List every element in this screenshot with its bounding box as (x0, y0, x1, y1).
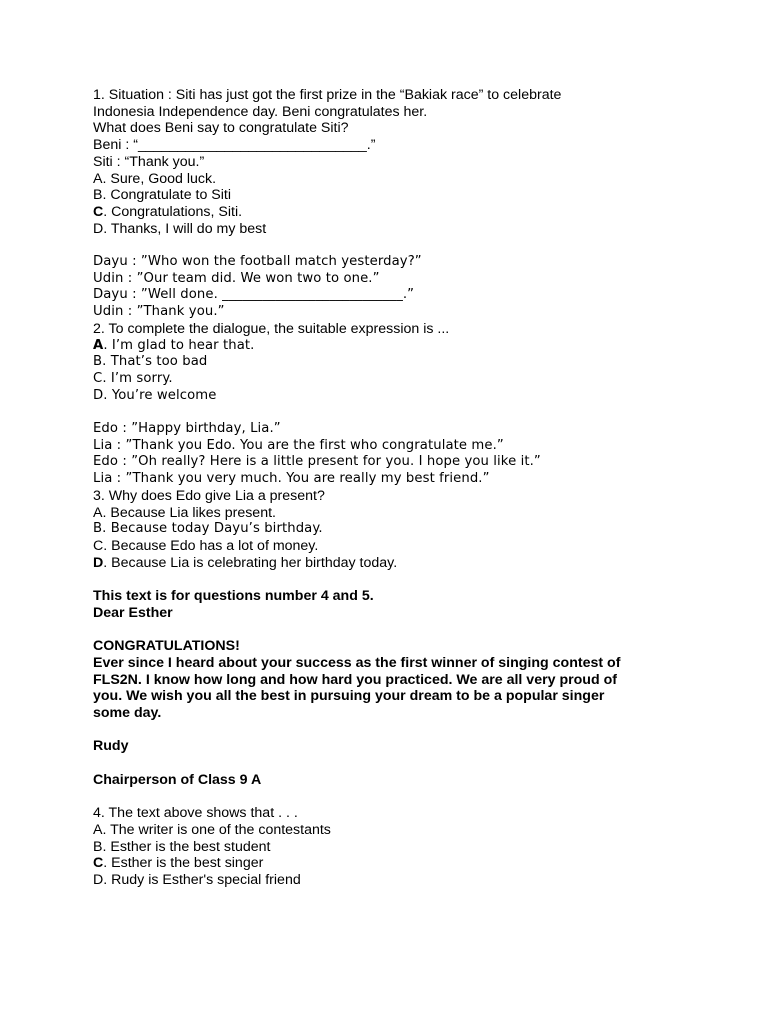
q2-option-a (93, 338, 733, 355)
q4-option-a (93, 822, 733, 839)
letter-body-line: some day. (93, 704, 162, 721)
q3-dialogue-line: Lia : ”Thank you very much. You are really my best friend.” (93, 471, 490, 487)
q1-option-d (93, 221, 733, 238)
q2-dialogue-line: Udin : ”Thank you.” (93, 304, 225, 320)
option-letter: B (93, 354, 103, 370)
option-letter: B (93, 187, 103, 204)
option-text: . Rudy is Esther's special friend (103, 871, 301, 888)
option-text: . Thanks, I will do my best (103, 220, 267, 237)
letter-body-line: FLS2N. I know how long and how hard you practiced. We are all very proud of (93, 671, 617, 688)
q3-option-b (93, 521, 733, 538)
letter-sender-position: Chairperson of Class 9 A (93, 771, 262, 788)
q1-situation-line-2: Indonesia Independence day. Beni congratulates her. (93, 103, 428, 120)
q3-question: 3. Why does Edo give Lia a present? (93, 487, 325, 504)
question-2 (93, 254, 733, 404)
q1-option-c (93, 204, 733, 221)
spacer (93, 237, 733, 254)
option-letter: C (93, 537, 104, 554)
option-letter: A (93, 821, 103, 838)
option-letter: D (93, 871, 104, 888)
option-letter: B (93, 838, 103, 855)
option-letter-answer: C (93, 203, 104, 220)
q1-beni-line: Beni : “_____________________________.” (93, 137, 376, 154)
q3-dialogue-line: Edo : ”Oh really? Here is a little present for you. I hope you like it.” (93, 454, 541, 470)
letter-body-line: Ever since I heard about your success as the first winner of singing contest of (93, 654, 621, 671)
option-text: . I’m sorry. (102, 370, 173, 386)
option-letter-answer: C (93, 855, 104, 872)
congratulation-letter (93, 638, 733, 788)
letter-heading: CONGRATULATIONS! (93, 638, 240, 655)
option-text: . That’s too bad (102, 354, 208, 370)
letter-sender: Rudy (93, 738, 129, 755)
q1-situation-line-1: 1. Situation : Siti has just got the first prize in the “Bakiak race” to celebrate (93, 87, 562, 103)
q3-dialogue-line: Lia : ”Thank you Edo. You are the first who congratulate me.” (93, 437, 504, 453)
spacer (93, 571, 733, 588)
question-3 (93, 421, 733, 571)
option-text: . Esther is the best student (102, 838, 271, 855)
reading-intro-line: This text is for questions number 4 and 5. (93, 588, 374, 605)
option-letter: A (93, 504, 103, 521)
option-letter: C (93, 370, 103, 386)
q4-option-d (93, 872, 733, 889)
q2-dialogue-line: Dayu : ”Well done. ___________________________.” (93, 287, 415, 303)
spacer (93, 404, 733, 421)
q2-dialogue-line: Dayu : ”Who won the football match yesterday?” (93, 254, 422, 270)
reading-intro (93, 588, 733, 621)
option-text: . Because Lia likes present. (102, 504, 276, 521)
option-letter-answer: D (93, 554, 104, 571)
option-text: . Congratulations, Siti. (103, 203, 243, 220)
option-text: . Because Edo has a lot of money. (103, 537, 319, 554)
option-text: . You’re welcome (103, 387, 217, 403)
option-text: . The writer is one of the contestants (102, 821, 331, 838)
option-letter-answer: A (93, 337, 104, 353)
option-letter: D (93, 387, 104, 403)
q4-option-c (93, 855, 733, 872)
spacer (93, 788, 733, 805)
spacer (93, 621, 733, 638)
q2-question: 2. To complete the dialogue, the suitable expression is ... (93, 320, 450, 337)
q1-question: What does Beni say to congratulate Siti? (93, 120, 349, 137)
q2-option-d (93, 388, 733, 405)
option-letter: D (93, 220, 104, 237)
q1-siti-line: Siti : “Thank you.” (93, 153, 205, 170)
spacer (93, 755, 733, 772)
option-text: . Because today Dayu’s birthday. (102, 521, 323, 537)
q3-dialogue-line: Edo : ”Happy birthday, Lia.” (93, 421, 281, 437)
worksheet (93, 87, 733, 889)
option-text: . Congratulate to Siti (102, 187, 232, 204)
letter-body-line: you. We wish you all the best in pursuing your dream to be a popular singer (93, 688, 605, 705)
q4-question: 4. The text above shows that . . . (93, 805, 298, 822)
q3-option-a (93, 505, 733, 522)
q2-option-b (93, 354, 733, 371)
spacer (93, 722, 733, 739)
option-letter: B (93, 521, 103, 537)
q1-option-a (93, 171, 733, 188)
q4-option-b (93, 839, 733, 856)
option-letter: A (93, 170, 103, 187)
question-1 (93, 87, 733, 237)
q2-option-c (93, 371, 733, 388)
q1-option-b (93, 187, 733, 204)
letter-salutation: Dear Esther (93, 604, 173, 621)
option-text: . I’m glad to hear that. (103, 337, 255, 353)
q2-dialogue-line: Udin : ”Our team did. We won two to one.” (93, 270, 380, 286)
option-text: . Because Lia is celebrating her birthday today. (103, 554, 398, 571)
question-4 (93, 805, 733, 889)
option-text: . Esther is the best singer (103, 855, 264, 872)
q3-option-d (93, 555, 733, 572)
option-text: . Sure, Good luck. (102, 170, 217, 187)
q3-option-c (93, 538, 733, 555)
